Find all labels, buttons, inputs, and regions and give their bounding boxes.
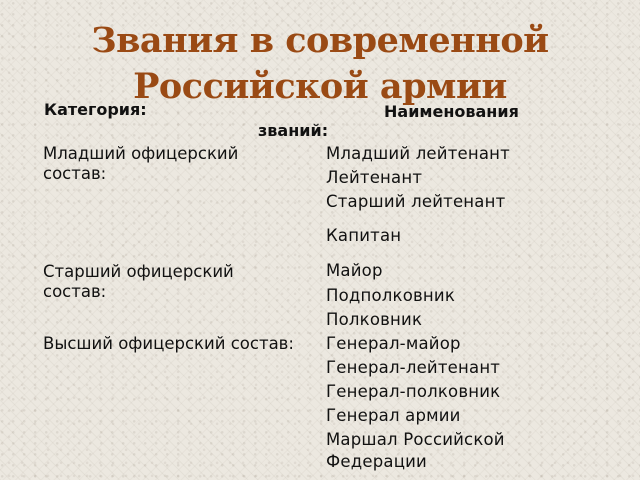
rank-item: Маршал Российской bbox=[326, 430, 505, 449]
slide-title: Звания в современной Российской армии bbox=[91, 20, 549, 107]
category-junior-officers-line2: состав: bbox=[43, 164, 107, 183]
rank-names-header-line2: званий: bbox=[258, 121, 329, 140]
rank-item: Лейтенант bbox=[326, 168, 423, 187]
rank-names-header: Наименования bbox=[384, 102, 519, 121]
category-general-officers: Высший офицерский состав: bbox=[43, 334, 294, 353]
rank-item: Генерал-майор bbox=[326, 334, 461, 353]
category-header: Категория: bbox=[44, 100, 147, 119]
rank-item: Генерал-полковник bbox=[326, 382, 501, 401]
category-junior-officers: Младший офицерский bbox=[43, 144, 239, 163]
rank-item: Федерации bbox=[326, 452, 427, 471]
rank-item: Майор bbox=[326, 261, 383, 280]
rank-item: Капитан bbox=[326, 226, 402, 245]
rank-item: Младший лейтенант bbox=[326, 144, 510, 163]
category-senior-officers: Старший офицерский bbox=[43, 262, 234, 281]
rank-item: Генерал-лейтенант bbox=[326, 358, 501, 377]
rank-item: Подполковник bbox=[326, 286, 456, 305]
category-senior-officers-line2: состав: bbox=[43, 282, 107, 301]
rank-item: Старший лейтенант bbox=[326, 192, 506, 211]
rank-item: Генерал армии bbox=[326, 406, 461, 425]
rank-item: Полковник bbox=[326, 310, 423, 329]
